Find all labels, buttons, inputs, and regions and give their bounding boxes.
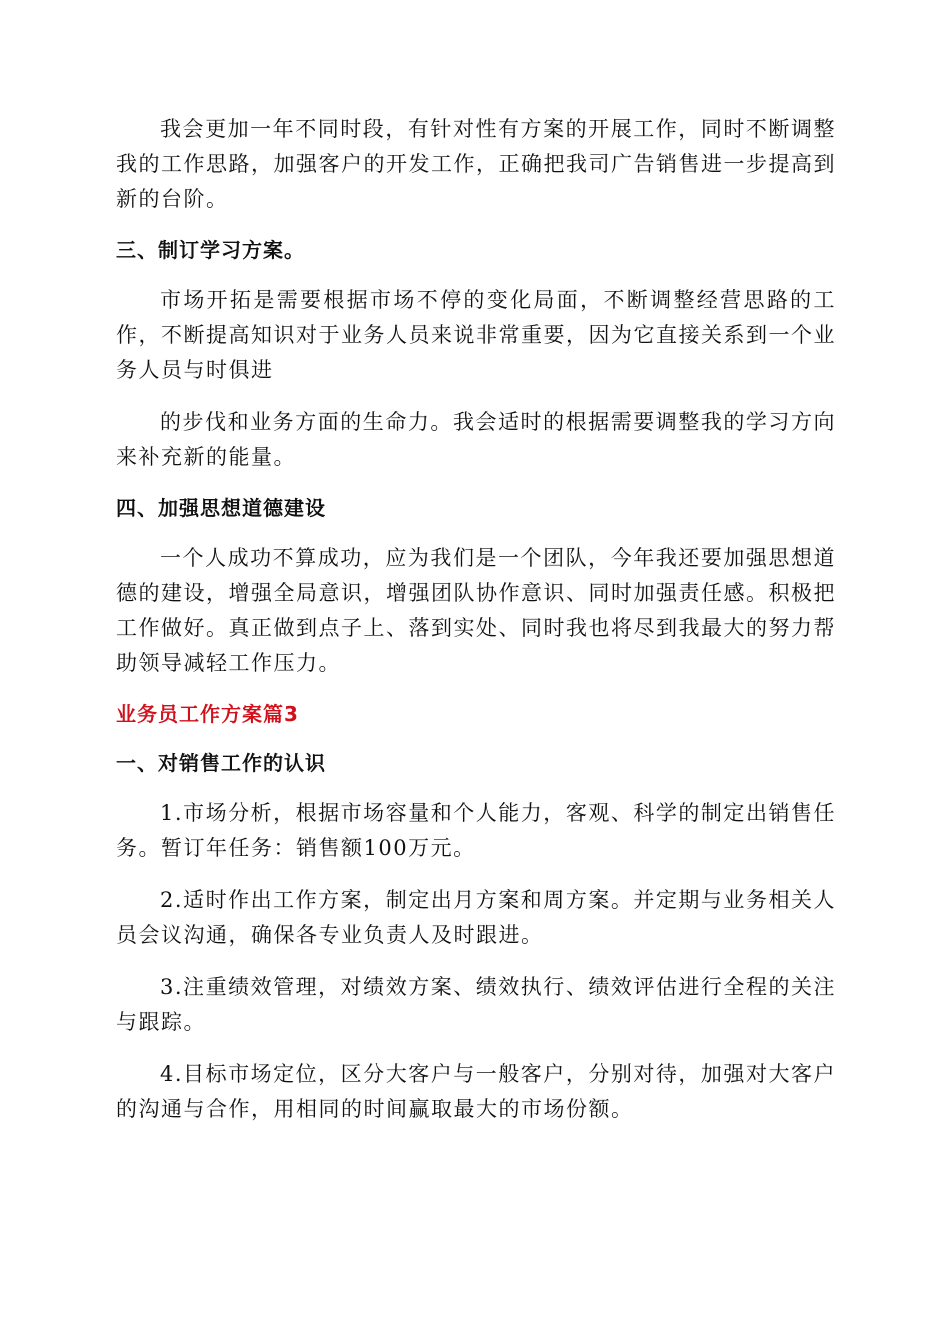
paragraph: 我会更加一年不同时段，有针对性有方案的开展工作，同时不断调整我的工作思路，加强客户的开发工作，正确把我司广告销售进一步提高到新的台阶。 bbox=[116, 117, 836, 211]
list-item-paragraph: 2.适时作出工作方案，制定出月方案和周方案。并定期与业务相关人员会议沟通，确保各专业负责人及时跟进。 bbox=[116, 888, 836, 947]
paragraph: 一个人成功不算成功，应为我们是一个团队，今年我还要加强思想道德的建设，增强全局意识，增强团队协作意识、同时加强责任感。积极把工作做好。真正做到点子上、落到实处、同时我也将尽到我最大的努力帮助领导减轻工作压力。 bbox=[116, 546, 836, 675]
paragraph: 市场开拓是需要根据市场不停的变化局面，不断调整经营思路的工作，不断提高知识对于业务人员来说非常重要，因为它直接关系到一个业务人员与时俱进 bbox=[116, 288, 836, 382]
chapter-title: 业务员工作方案篇3 bbox=[116, 702, 299, 726]
list-item-paragraph: 1.市场分析，根据市场容量和个人能力，客观、科学的制定出销售任务。暂订年任务：销售额100万元。 bbox=[116, 801, 836, 860]
section-heading: 三、制订学习方案。 bbox=[116, 238, 305, 262]
document-page bbox=[116, 112, 836, 1127]
section-heading: 一、对销售工作的认识 bbox=[116, 751, 326, 775]
list-item-paragraph: 3.注重绩效管理，对绩效方案、绩效执行、绩效评估进行全程的关注与跟踪。 bbox=[116, 975, 836, 1034]
paragraph: 的步伐和业务方面的生命力。我会适时的根据需要调整我的学习方向来补充新的能量。 bbox=[116, 410, 836, 469]
section-heading: 四、加强思想道德建设 bbox=[116, 496, 326, 520]
list-item-paragraph: 4.目标市场定位，区分大客户与一般客户，分别对待，加强对大客户的沟通与合作，用相同的时间赢取最大的市场份额。 bbox=[116, 1062, 836, 1121]
